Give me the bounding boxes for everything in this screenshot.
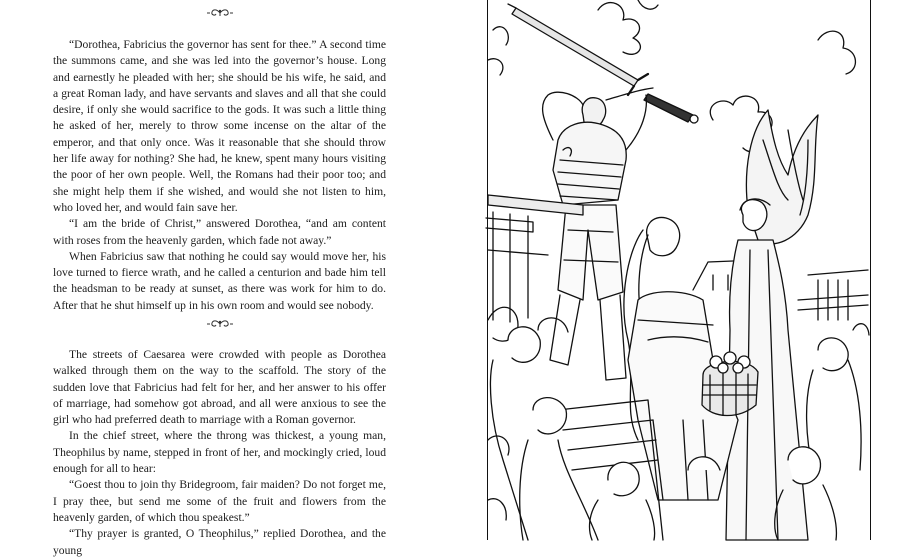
paragraph: “Thy prayer is granted, O Theophilus,” replied Dorothea, and the young — [53, 527, 386, 557]
paragraph: “Dorothea, Fabricius the governor has sent for thee.” A second time the summons came, and she was led into the governor’s house. Long and earnestly he pleaded with her; she should be his wife, he said, and a great Roman lady, and have servants and slaves and all that she could desire, if only she would sacrifice to the gods. It was such a little thing he asked of her, merely to throw some incense on the altar of the emperor, and that only once. Was it reasonable that she should throw her life away for nothing? She had, he knew, spent many hours visiting the poor of her own people. Well, the Romans had their poor too; and she might help them if she wished, and would she not listen to him, who loved her, and would fain save her. — [53, 38, 386, 214]
paragraph: “I am the bride of Christ,” answered Dorothea, “and am content with roses from the heavenly garden, which fade not away.” — [53, 217, 386, 247]
section-1-text — [53, 37, 386, 314]
illustration-frame — [487, 0, 871, 540]
paragraph: The streets of Caesarea were crowded with people as Dorothea walked through them on the way to the scaffold. The story of the sudden love that Fabricius had felt for her, and her answer to his offer of marriage, had somehow got abroad, and all were anxious to see the girl who had preferred death to marriage with a Roman governor. — [53, 348, 386, 427]
paragraph: In the chief street, where the throng was thickest, a young man, Theophilus by name, stepped in front of her, and mockingly cried, loud enough for all to hear: — [53, 429, 386, 476]
left-page — [0, 0, 450, 557]
fleuron-ornament-icon — [205, 8, 235, 18]
fleuron-ornament-icon — [205, 319, 235, 329]
section-2-text — [53, 347, 386, 559]
paragraph: “Goest thou to join thy Bridegroom, fair maiden? Do not forget me, I pray thee, but send me some of the fruit and flowers from the heavenly garden, of which thou speakest.” — [53, 478, 386, 524]
paragraph: When Fabricius saw that nothing he could say would move her, his love turned to fierce wrath, and he called a centurion and bade him tell the headsman to be ready at sunset, as there was work for him to do. After that he shut himself up in his own room and would see nobody. — [53, 249, 386, 312]
martyrdom-illustration — [488, 0, 869, 540]
